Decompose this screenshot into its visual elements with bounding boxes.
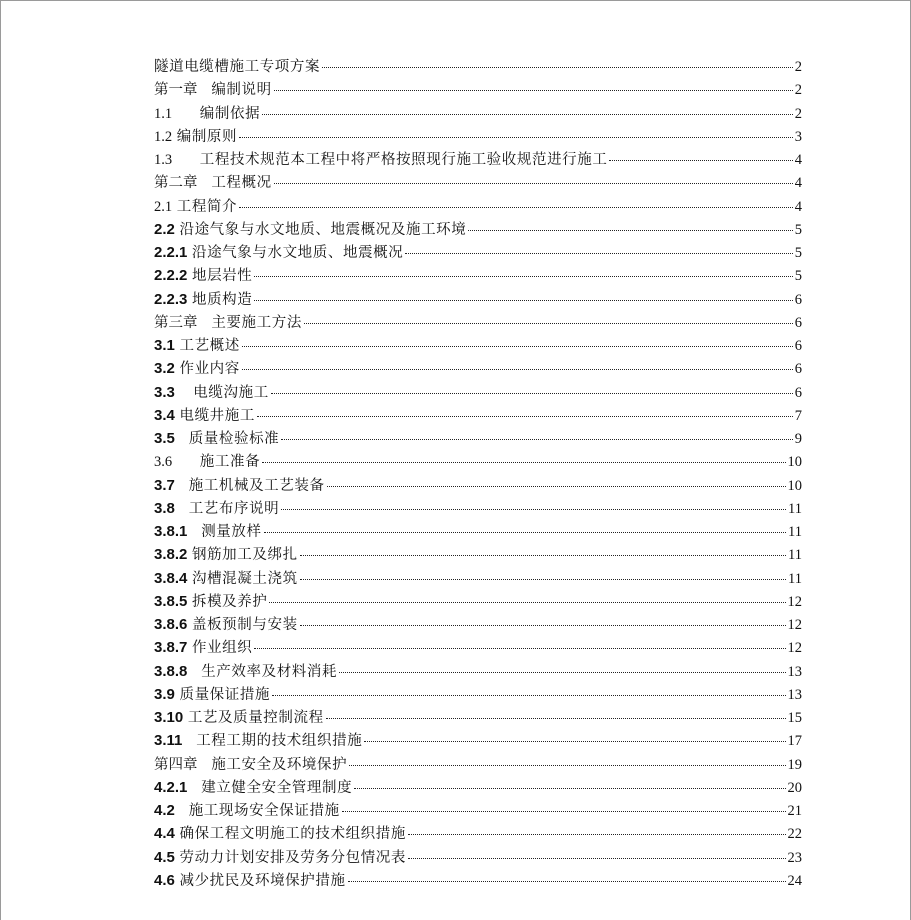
toc-entry-page-number: 10 <box>787 477 802 494</box>
toc-entry-number: 2.1 <box>154 198 173 215</box>
toc-entry-number: 1.1 <box>154 105 173 122</box>
toc-entry-number: 3.4 <box>154 406 175 424</box>
toc-entry-title: 地质构造 <box>191 291 253 308</box>
toc-dot-leader <box>239 207 793 208</box>
toc-entry-separator <box>198 175 212 191</box>
toc-entry-number: 第四章 <box>154 756 198 773</box>
toc-entry-number: 4.4 <box>154 825 175 843</box>
toc-dot-leader <box>274 90 793 91</box>
toc-entry-title: 施工现场安全保证措施 <box>188 803 340 819</box>
toc-entry[interactable] <box>154 55 802 78</box>
toc-dot-leader <box>300 625 786 626</box>
toc-entry-title: 工程工期的技术组织措施 <box>196 733 363 750</box>
toc-entry[interactable] <box>154 288 802 311</box>
toc-entry-title: 生产效率及材料消耗 <box>201 663 338 680</box>
toc-dot-leader <box>300 579 786 580</box>
toc-entry-number: 3.10 <box>154 709 184 726</box>
toc-entry-title: 隧道电缆槽施工专项方案 <box>154 59 321 75</box>
toc-dot-leader <box>242 346 793 347</box>
toc-entry-page-number: 10 <box>787 454 802 471</box>
toc-entry[interactable] <box>154 613 802 636</box>
toc-entry-page-number: 12 <box>787 640 802 657</box>
toc-entry-separator <box>172 106 200 122</box>
toc-entry-number: 第三章 <box>154 314 198 331</box>
toc-entry-number: 2.2.3 <box>154 290 188 308</box>
toc-entry-page-number: 5 <box>794 221 802 238</box>
toc-entry-title: 确保工程文明施工的技术组织措施 <box>179 826 406 843</box>
toc-entry-page-number: 15 <box>787 710 802 726</box>
toc-entry[interactable] <box>154 357 802 380</box>
toc-entry-separator <box>172 454 200 470</box>
toc-entry[interactable] <box>154 125 802 148</box>
toc-entry-page-number: 2 <box>794 82 802 99</box>
toc-entry-title: 拆模及养护 <box>191 593 268 610</box>
toc-entry-number: 3.8.1 <box>154 523 188 540</box>
toc-entry-page-number: 13 <box>787 686 802 703</box>
toc-entry-page-number: 11 <box>788 570 802 587</box>
toc-dot-leader <box>609 160 792 161</box>
toc-entry[interactable] <box>154 799 802 822</box>
toc-entry-page-number: 23 <box>787 849 802 866</box>
toc-dot-leader <box>408 858 786 859</box>
toc-entry-number: 3.8.4 <box>154 569 188 587</box>
toc-entry-separator <box>198 82 212 98</box>
toc-dot-leader <box>269 602 785 603</box>
toc-entry-title: 作业组织 <box>191 640 253 657</box>
toc-entry[interactable] <box>154 729 802 752</box>
toc-entry-number: 3.8.8 <box>154 662 188 680</box>
table-of-contents <box>154 55 802 892</box>
toc-entry-page-number: 17 <box>787 733 802 750</box>
toc-entry-page-number: 7 <box>794 407 802 424</box>
toc-entry-separator <box>187 664 201 680</box>
toc-entry-page-number: 22 <box>787 826 802 843</box>
toc-entry-title: 测量放样 <box>201 524 262 540</box>
toc-entry[interactable] <box>154 660 802 683</box>
toc-dot-leader <box>262 462 785 463</box>
toc-entry-number: 1.3 <box>154 152 173 168</box>
toc-entry-number: 3.6 <box>154 454 173 471</box>
toc-entry-title: 沟槽混凝土浇筑 <box>191 570 298 587</box>
toc-entry-number: 4.2.1 <box>154 778 188 796</box>
toc-dot-leader <box>339 672 785 673</box>
toc-dot-leader <box>349 765 785 766</box>
toc-dot-leader <box>272 695 785 696</box>
toc-entry-title: 沿途气象与水文地质、地震概况及施工环境 <box>179 221 467 238</box>
toc-entry[interactable] <box>154 776 802 799</box>
toc-entry-page-number: 4 <box>794 175 802 192</box>
toc-entry-page-number: 2 <box>794 59 802 75</box>
toc-dot-leader <box>327 486 786 487</box>
toc-entry-page-number: 11 <box>788 500 802 517</box>
toc-entry[interactable] <box>154 683 802 706</box>
toc-entry-number: 3.11 <box>154 732 183 750</box>
toc-dot-leader <box>239 137 793 138</box>
toc-entry-number: 2.2.1 <box>154 244 188 261</box>
document-page <box>1 1 911 920</box>
toc-entry[interactable] <box>154 869 802 892</box>
toc-entry-separator <box>187 780 201 796</box>
toc-entry-separator <box>198 757 212 773</box>
toc-entry-separator <box>198 315 212 331</box>
toc-entry[interactable] <box>154 427 802 450</box>
toc-entry-title: 质量保证措施 <box>179 686 271 703</box>
toc-entry-title: 工程简介 <box>176 198 238 215</box>
toc-entry-separator <box>175 431 189 447</box>
toc-entry[interactable] <box>154 753 802 776</box>
toc-dot-leader <box>300 555 786 556</box>
toc-entry-number: 3.8.6 <box>154 616 188 633</box>
toc-entry-title: 电缆沟施工 <box>193 384 269 401</box>
toc-entry-page-number: 21 <box>787 803 802 819</box>
toc-entry-page-number: 6 <box>794 338 802 354</box>
toc-entry[interactable] <box>154 381 802 404</box>
toc-entry-separator <box>172 152 200 168</box>
toc-entry-title: 沿途气象与水文地质、地震概况 <box>191 245 404 261</box>
toc-entry-separator <box>175 501 189 517</box>
toc-entry-page-number: 6 <box>794 361 802 378</box>
toc-entry-title: 减少扰民及环境保护措施 <box>179 872 346 889</box>
toc-entry-page-number: 6 <box>794 384 802 401</box>
toc-entry-page-number: 9 <box>794 431 802 447</box>
toc-entry[interactable] <box>154 450 802 473</box>
toc-entry[interactable] <box>154 404 802 427</box>
toc-entry-number: 4.2 <box>154 802 175 819</box>
toc-entry[interactable] <box>154 706 802 729</box>
toc-entry-page-number: 6 <box>794 291 802 308</box>
toc-dot-leader <box>254 276 792 277</box>
toc-entry-title: 编制依据 <box>199 105 261 122</box>
toc-entry-title: 工程概况 <box>211 175 272 192</box>
toc-entry[interactable] <box>154 822 802 845</box>
toc-entry[interactable] <box>154 102 802 125</box>
toc-entry-title: 作业内容 <box>179 361 240 378</box>
toc-dot-leader <box>304 323 793 324</box>
toc-entry-page-number: 4 <box>794 152 802 168</box>
toc-dot-leader <box>262 114 793 115</box>
toc-dot-leader <box>254 300 792 301</box>
toc-entry[interactable] <box>154 474 802 497</box>
toc-entry-title: 工程技术规范本工程中将严格按照现行施工验收规范进行施工 <box>199 152 608 168</box>
toc-entry-page-number: 2 <box>794 105 802 122</box>
toc-entry[interactable] <box>154 218 802 241</box>
toc-entry-separator <box>182 733 196 749</box>
toc-entry-title: 建立健全安全管理制度 <box>201 779 353 796</box>
toc-entry-page-number: 5 <box>794 245 802 261</box>
toc-entry-page-number: 6 <box>794 314 802 331</box>
toc-dot-leader <box>264 532 786 533</box>
toc-entry[interactable] <box>154 334 802 357</box>
toc-entry[interactable] <box>154 846 802 869</box>
toc-entry-number: 3.1 <box>154 337 175 354</box>
toc-entry[interactable] <box>154 567 802 590</box>
toc-dot-leader <box>281 509 786 510</box>
toc-entry-page-number: 11 <box>788 547 802 564</box>
toc-entry-title: 工艺及质量控制流程 <box>187 710 324 726</box>
toc-dot-leader <box>326 718 786 719</box>
toc-entry-number: 3.7 <box>154 476 175 494</box>
toc-dot-leader <box>281 439 792 440</box>
toc-dot-leader <box>364 741 785 742</box>
toc-dot-leader <box>242 369 793 370</box>
toc-dot-leader <box>271 393 793 394</box>
toc-entry-separator <box>187 524 201 540</box>
toc-dot-leader <box>408 834 786 835</box>
toc-entry-separator <box>175 385 193 401</box>
toc-entry[interactable] <box>154 264 802 287</box>
toc-entry-page-number: 11 <box>788 524 802 540</box>
toc-dot-leader <box>254 648 785 649</box>
toc-entry-title: 施工机械及工艺装备 <box>188 477 325 494</box>
toc-entry-title: 工艺布序说明 <box>188 500 280 517</box>
toc-entry-number: 3.9 <box>154 685 175 703</box>
toc-entry-number: 4.6 <box>154 871 175 889</box>
toc-entry-separator <box>175 803 189 819</box>
toc-entry[interactable] <box>154 636 802 659</box>
toc-dot-leader <box>354 788 785 789</box>
toc-dot-leader <box>257 416 793 417</box>
toc-entry-number: 4.5 <box>154 848 175 866</box>
toc-entry-title: 施工准备 <box>199 454 261 471</box>
toc-entry-page-number: 24 <box>787 872 802 889</box>
toc-entry[interactable] <box>154 311 802 334</box>
toc-entry-title: 编制原则 <box>176 128 238 145</box>
toc-entry[interactable] <box>154 520 802 543</box>
toc-entry[interactable] <box>154 171 802 194</box>
toc-entry-page-number: 3 <box>794 128 802 145</box>
toc-entry-title: 盖板预制与安装 <box>191 617 298 633</box>
toc-entry-page-number: 12 <box>787 593 802 610</box>
toc-entry-title: 钢筋加工及绑扎 <box>191 547 298 564</box>
toc-entry-number: 第一章 <box>154 82 198 99</box>
toc-dot-leader <box>274 183 793 184</box>
toc-entry-page-number: 19 <box>787 756 802 773</box>
toc-dot-leader <box>405 253 792 254</box>
toc-entry-number: 3.3 <box>154 383 175 401</box>
toc-entry-title: 电缆井施工 <box>179 407 255 424</box>
toc-entry-page-number: 20 <box>787 779 802 796</box>
toc-entry-title: 主要施工方法 <box>211 314 302 331</box>
toc-entry[interactable] <box>154 241 802 264</box>
toc-entry-number: 2.2 <box>154 220 175 238</box>
toc-entry-number: 2.2.2 <box>154 267 188 285</box>
toc-entry-number: 3.2 <box>154 360 175 378</box>
toc-entry-page-number: 4 <box>794 198 802 215</box>
toc-entry-page-number: 12 <box>787 617 802 633</box>
toc-entry-title: 施工安全及环境保护 <box>211 756 348 773</box>
toc-entry-page-number: 13 <box>787 663 802 680</box>
toc-entry-number: 3.8 <box>154 499 175 517</box>
toc-entry-title: 质量检验标准 <box>188 431 280 447</box>
toc-entry-title: 编制说明 <box>211 82 272 99</box>
toc-dot-leader <box>322 67 793 68</box>
toc-entry-title: 地层岩性 <box>191 268 253 285</box>
toc-entry[interactable] <box>154 543 802 566</box>
toc-entry-number: 3.8.5 <box>154 592 188 610</box>
toc-entry-number: 3.5 <box>154 430 175 447</box>
toc-entry[interactable] <box>154 590 802 613</box>
toc-entry-number: 第二章 <box>154 175 198 192</box>
toc-entry-number: 3.8.2 <box>154 546 188 564</box>
toc-entry-title: 工艺概述 <box>179 338 240 354</box>
toc-entry-number: 1.2 <box>154 128 173 145</box>
toc-dot-leader <box>348 881 786 882</box>
toc-entry-page-number: 5 <box>794 268 802 285</box>
toc-entry-number: 3.8.7 <box>154 639 188 657</box>
toc-dot-leader <box>342 811 786 812</box>
toc-entry-title: 劳动力计划安排及劳务分包情况表 <box>179 849 406 866</box>
toc-entry[interactable] <box>154 148 802 171</box>
toc-entry-separator <box>175 478 189 494</box>
toc-entry[interactable] <box>154 78 802 101</box>
toc-entry[interactable] <box>154 497 802 520</box>
toc-dot-leader <box>468 230 792 231</box>
toc-entry[interactable] <box>154 195 802 218</box>
